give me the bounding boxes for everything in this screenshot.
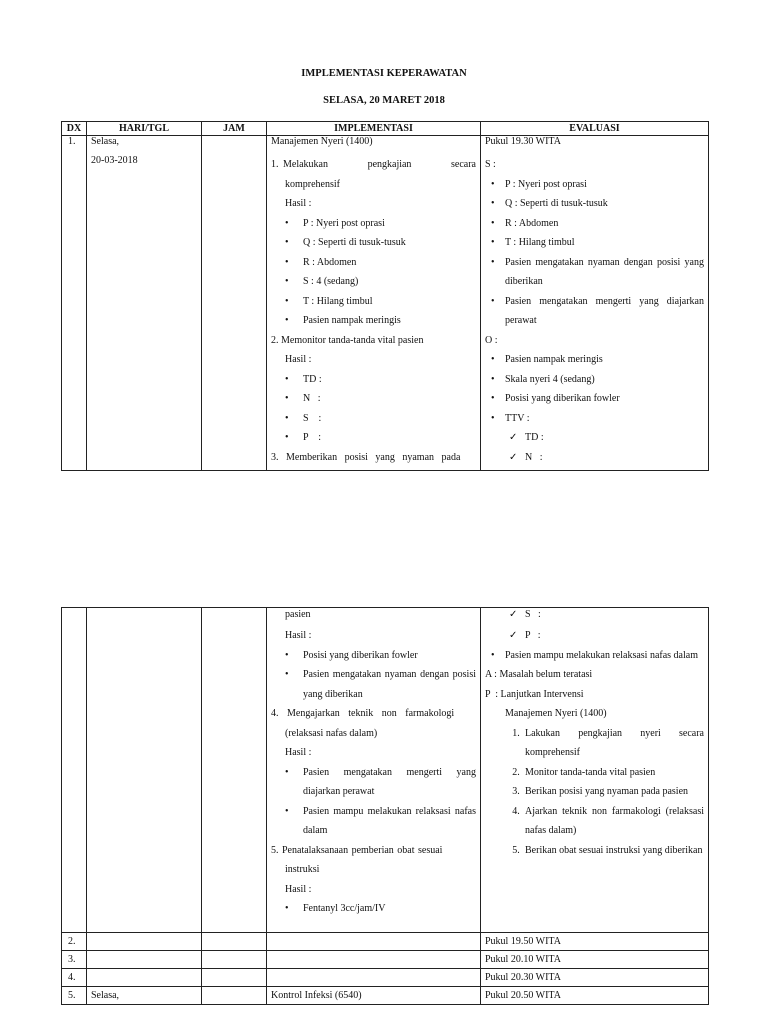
cell-jam (202, 136, 267, 471)
header-jam: JAM (202, 122, 267, 136)
eval-p-title: Manajemen Nyeri (1400) (505, 708, 607, 719)
header-dx: DX (62, 122, 87, 136)
doc-title: IMPLEMENTASI KEPERAWATAN (301, 68, 467, 79)
cell-jam (202, 951, 267, 969)
implementation-table-page1 (61, 121, 709, 471)
impl-hasil-label: Hasil : (285, 198, 312, 209)
impl-item-5-cont: instruksi (285, 864, 320, 875)
list-item: P : (525, 630, 541, 641)
cell-implementasi (267, 933, 481, 951)
cell-dx: 2. (62, 933, 87, 951)
cell-evaluasi: Pukul 20.30 WITA (481, 969, 709, 987)
list-item: TD : (525, 432, 544, 443)
bullet-icon: • (285, 276, 289, 287)
impl-hasil-label: Hasil : (285, 630, 312, 641)
header-hari-tgl: HARI/TGL (87, 122, 202, 136)
impl-item-4-cont: (relaksasi nafas dalam) (285, 727, 378, 739)
cell-implementasi: Kontrol Infeksi (6540) (267, 987, 481, 1005)
list-item: P : Nyeri post oprasi (505, 178, 587, 190)
cell-dx: 5. (62, 987, 87, 1005)
bullet-icon: • (285, 393, 289, 404)
impl-item-1-word-a: Melakukan (283, 159, 328, 170)
cell-hari-tgl (87, 933, 202, 951)
impl-hasil-label: Hasil : (285, 354, 312, 365)
impl-item-1 (271, 155, 476, 175)
list-item: TD : (303, 373, 322, 385)
cell-jam (202, 608, 267, 933)
list-item: Skala nyeri 4 (sedang) (505, 373, 595, 385)
table-row (62, 933, 709, 951)
bullet-icon: • (491, 412, 495, 424)
table-row (62, 608, 709, 933)
table-row (62, 987, 709, 1005)
header-implementasi: IMPLEMENTASI (267, 122, 481, 136)
checkmark-icon: ✓ (509, 451, 518, 463)
impl-item-1-number: 1. (271, 159, 279, 170)
cell-jam (202, 933, 267, 951)
list-number: 2. (512, 766, 520, 778)
impl-item-1-cont: komprehensif (285, 178, 340, 190)
day-text: Selasa, (91, 136, 120, 147)
list-item: R : Abdomen (505, 217, 559, 229)
list-item: Berikan posisi yang nyaman pada pasien (525, 786, 689, 797)
cell-evaluasi: Pukul 20.10 WITA (481, 951, 709, 969)
impl-hasil-label: Hasil : (285, 883, 312, 895)
eval-s-label: S : (485, 159, 496, 170)
list-item: T : Hilang timbul (303, 295, 373, 307)
list-item: TTV : (505, 412, 530, 424)
impl-cont: pasien (285, 609, 311, 620)
checkmark-icon: ✓ (509, 609, 518, 620)
list-item: Posisi yang diberikan fowler (505, 393, 620, 404)
cell-hari-tgl (87, 136, 202, 471)
bullet-icon: • (285, 805, 289, 817)
eval-a-label: A : Masalah belum teratasi (485, 669, 593, 680)
bullet-icon: • (491, 178, 495, 190)
impl-item-4: 4. Mengajarkan teknik non farmakologi (271, 708, 455, 719)
bullet-icon: • (491, 354, 495, 365)
bullet-icon: • (491, 393, 495, 404)
list-item: Berikan obat sesuai instruksi yang diberikan (525, 844, 703, 856)
date-text: 20-03-2018 (91, 155, 138, 166)
list-item: T : Hilang timbul (505, 237, 575, 248)
cell-dx: 4. (62, 969, 87, 987)
eval-p-label: P : Lanjutkan Intervensi (485, 688, 584, 700)
bullet-icon: • (285, 315, 289, 326)
checkmark-icon: ✓ (509, 630, 518, 641)
list-item: Pasien nampak meringis (505, 354, 603, 365)
list-number: 3. (512, 786, 520, 797)
bullet-icon: • (285, 256, 289, 268)
list-item: N : (303, 393, 321, 404)
bullet-icon: • (285, 217, 289, 229)
list-item: Fentanyl 3cc/jam/IV (303, 903, 386, 914)
impl-item-1-word-b: pengkajian (367, 159, 412, 170)
cell-implementasi (267, 951, 481, 969)
cell-jam (202, 969, 267, 987)
cell-jam (202, 987, 267, 1005)
impl-hasil-label: Hasil : (285, 747, 312, 758)
impl-item-2: 2. Memonitor tanda-tanda vital pasien (271, 334, 424, 346)
list-item: P : Nyeri post oprasi (303, 217, 385, 229)
bullet-icon: • (491, 256, 495, 268)
cell-hari-tgl (87, 969, 202, 987)
list-number: 1. (512, 727, 520, 739)
dx-number: 1. (68, 136, 76, 147)
impl-item-3 (271, 448, 476, 468)
list-number: 4. (512, 805, 520, 817)
list-item: Pasien nampak meringis (303, 315, 401, 326)
impl-item-5: 5. Penatalaksanaan pemberian obat sesuai (271, 844, 443, 856)
list-item: R : Abdomen (303, 256, 357, 268)
list-item: Posisi yang diberikan fowler (303, 649, 418, 661)
cell-implementasi (267, 608, 481, 933)
list-item: S : (525, 609, 541, 620)
bullet-icon: • (285, 649, 289, 661)
header-evaluasi: EVALUASI (481, 122, 709, 136)
bullet-icon: • (491, 237, 495, 248)
bullet-icon: • (285, 669, 289, 680)
eval-time: Pukul 19.30 WITA (485, 136, 561, 147)
list-item: Pasien mengatakan mengerti yang diajarkan perawat (505, 295, 704, 326)
cell-hari-tgl (87, 951, 202, 969)
cell-hari-tgl (87, 608, 202, 933)
checkmark-icon: ✓ (509, 432, 518, 443)
bullet-icon: • (285, 237, 289, 248)
list-item: Pasien mengatakan nyaman dengan posisi yang diberikan (505, 256, 704, 287)
table-row (62, 951, 709, 969)
list-item: Ajarkan teknik non farmakologi (relaksasi nafas dalam) (525, 805, 704, 836)
bullet-icon: • (491, 198, 495, 209)
table-header-row (62, 122, 709, 136)
cell-hari-tgl: Selasa, (87, 987, 202, 1005)
list-item: Q : Seperti di tusuk-tusuk (303, 237, 406, 248)
bullet-icon: • (285, 412, 289, 424)
cell-dx: 3. (62, 951, 87, 969)
bullet-icon: • (285, 432, 289, 443)
cell-evaluasi (481, 608, 709, 933)
bullet-icon: • (285, 295, 289, 307)
list-item: Pasien mampu melakukan relaksasi nafas dalam (505, 649, 698, 661)
impl-item-1-word-c: secara (451, 159, 476, 170)
implementation-table-page2 (61, 607, 709, 1005)
list-item: Pasien mengatakan nyaman dengan posisi yang diberikan (303, 669, 476, 700)
eval-o-label: O : (485, 334, 498, 346)
cell-evaluasi (481, 136, 709, 471)
bullet-icon: • (491, 217, 495, 229)
impl-intro: Manajemen Nyeri (1400) (271, 136, 373, 147)
list-number: 5. (512, 844, 520, 856)
cell-evaluasi: Pukul 19.50 WITA (481, 933, 709, 951)
bullet-icon: • (491, 295, 495, 307)
table-row (62, 136, 709, 471)
doc-subtitle: SELASA, 20 MARET 2018 (323, 95, 445, 106)
impl-item-3-text: 3. Memberikan posisi yang nyaman pada (271, 451, 461, 463)
bullet-icon: • (491, 373, 495, 385)
list-item: S : 4 (sedang) (303, 276, 359, 287)
bullet-icon: • (491, 649, 495, 661)
cell-implementasi (267, 969, 481, 987)
list-item: Lakukan pengkajian nyeri secara komprehensif (525, 727, 704, 758)
cell-dx (62, 136, 87, 471)
list-item: Pasien mengatakan mengerti yang diajarkan perawat (303, 766, 476, 797)
cell-evaluasi: Pukul 20.50 WITA (481, 987, 709, 1005)
list-item: Pasien mampu melakukan relaksasi nafas dalam (303, 805, 476, 836)
list-item: N : (525, 451, 543, 463)
bullet-icon: • (285, 766, 289, 778)
list-item: Q : Seperti di tusuk-tusuk (505, 198, 608, 209)
bullet-icon: • (285, 373, 289, 385)
table-row (62, 969, 709, 987)
list-item: Monitor tanda-tanda vital pasien (525, 766, 656, 778)
bullet-icon: • (285, 903, 289, 914)
list-item: P : (303, 432, 321, 443)
cell-implementasi (267, 136, 481, 471)
list-item: S : (303, 412, 322, 424)
cell-dx (62, 608, 87, 933)
